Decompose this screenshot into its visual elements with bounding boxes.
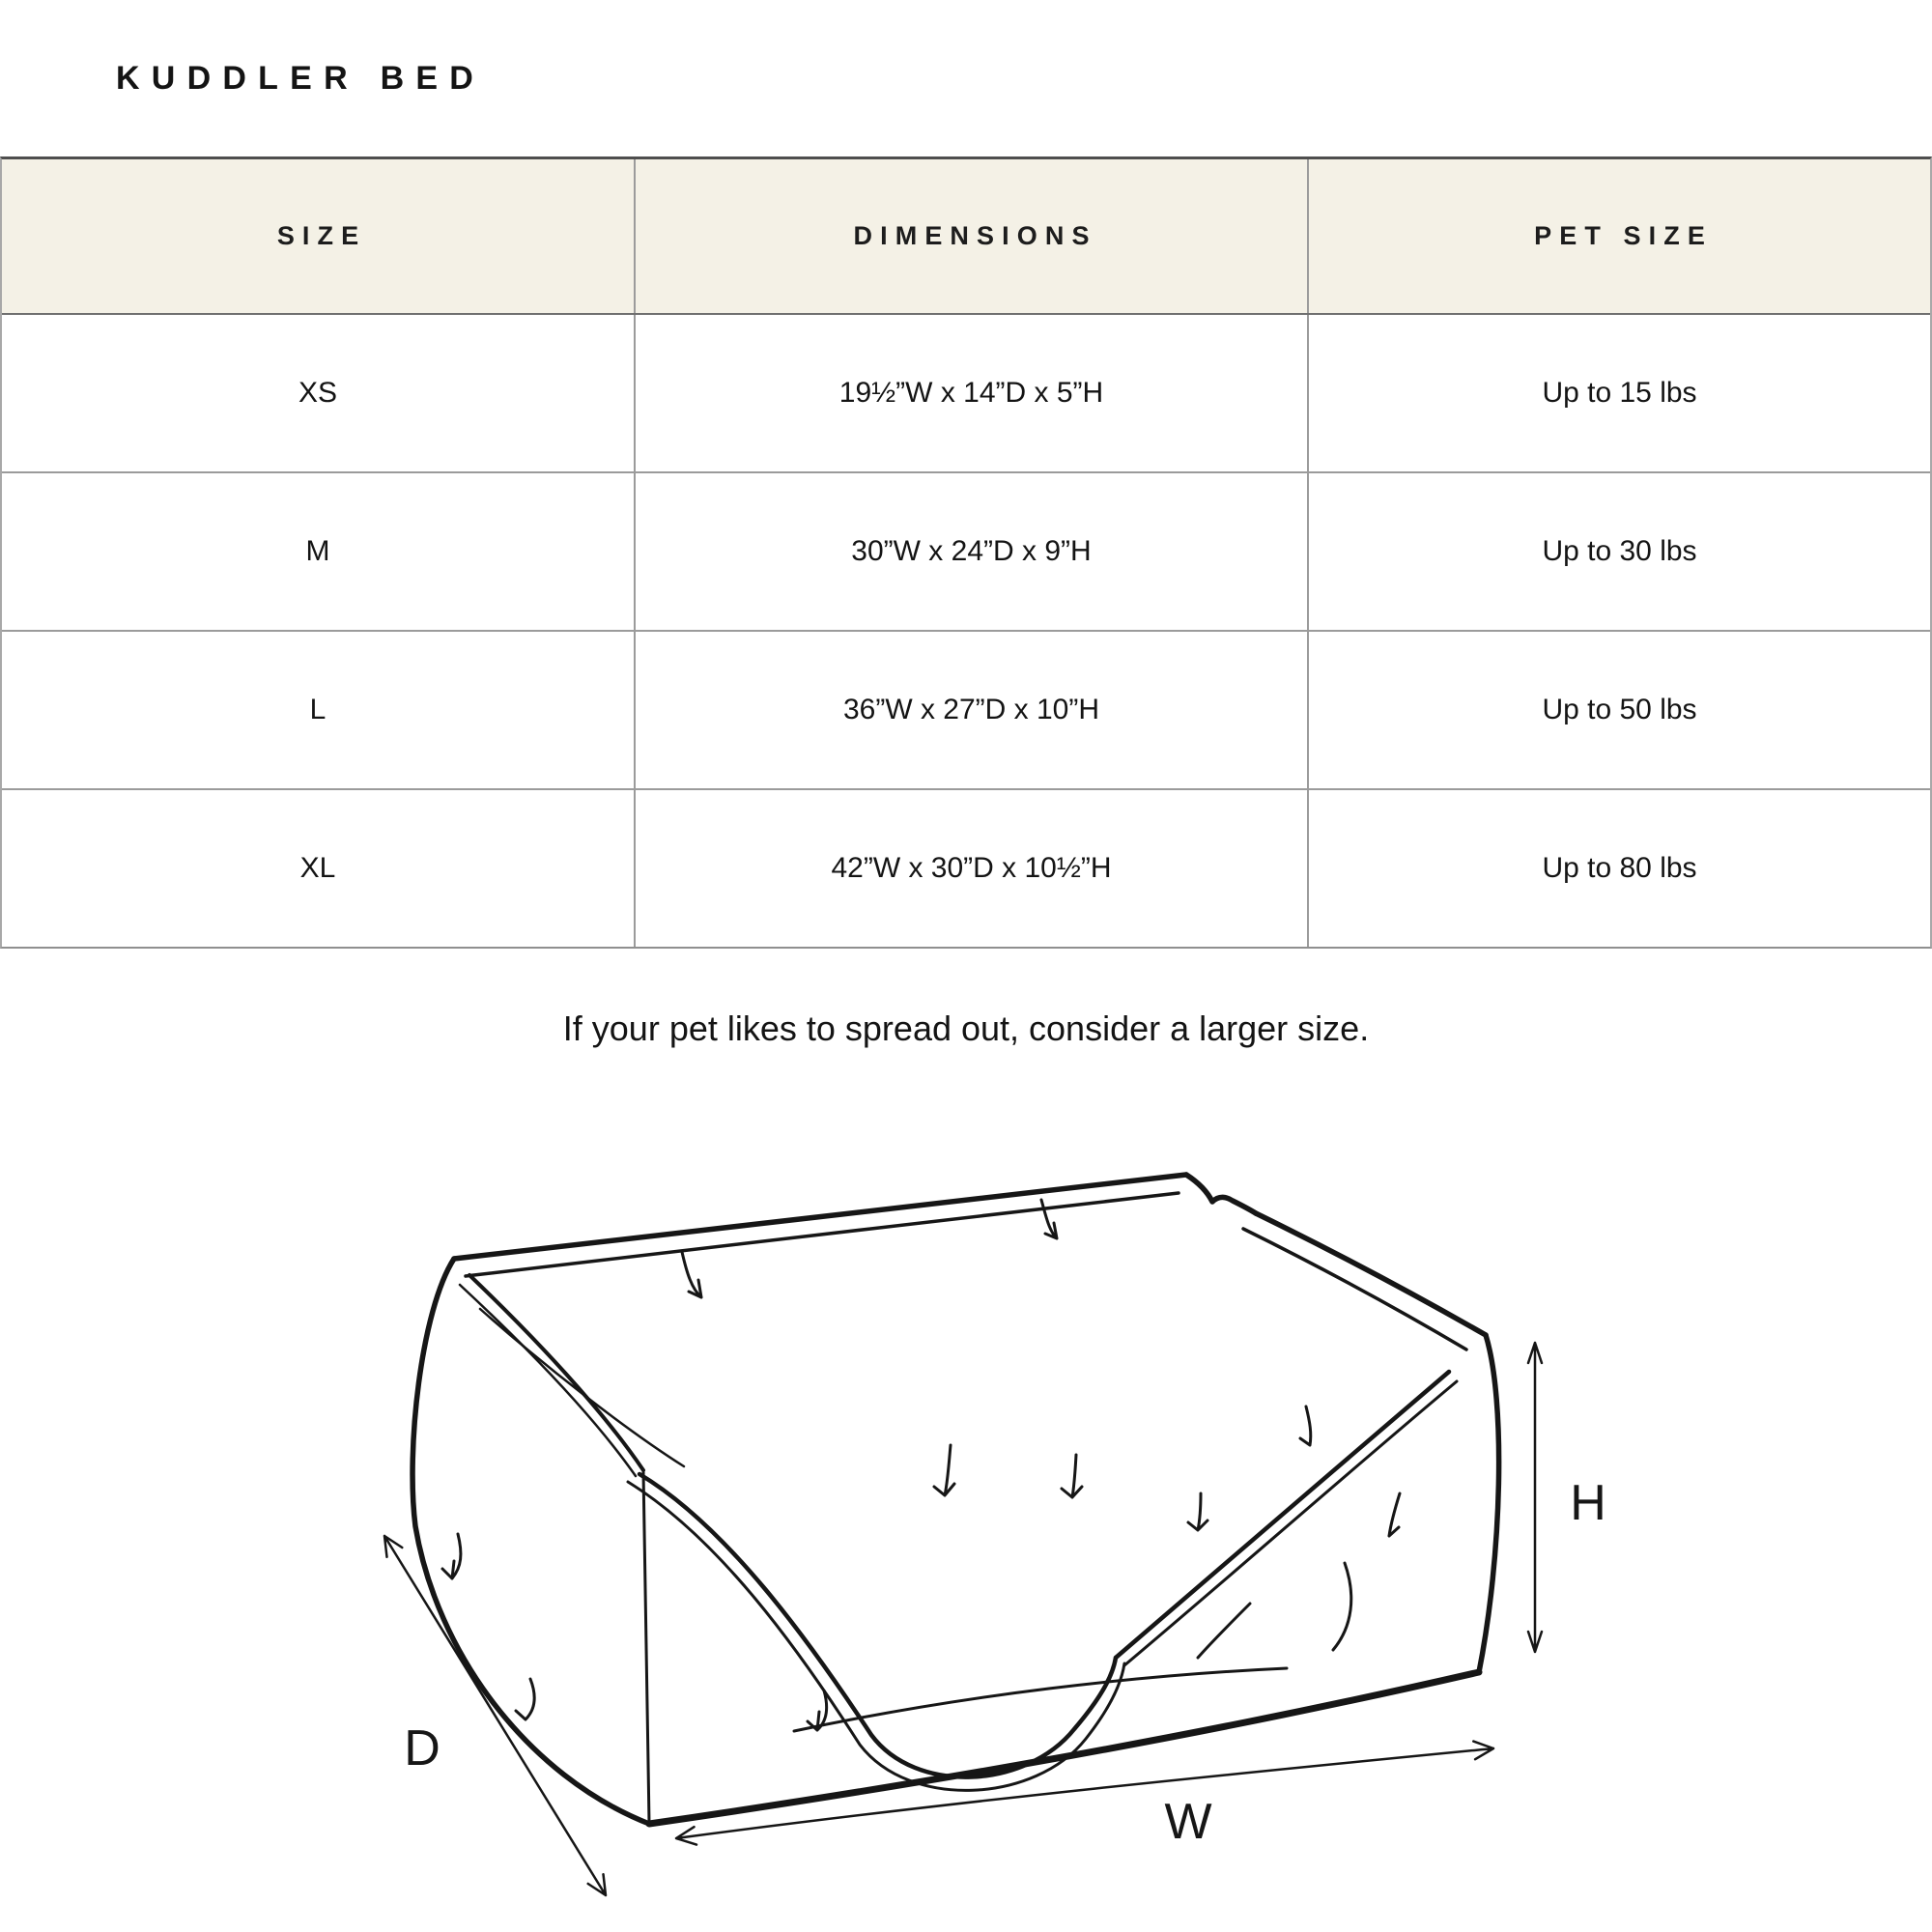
dimensions-value: 42”W x 30”D x 10½”H: [636, 790, 1309, 947]
header-dimensions: DIMENSIONS: [636, 159, 1309, 313]
sketch-marks: [442, 1200, 1400, 1730]
bed-diagram: [0, 1111, 1932, 1932]
dimensions-value: 19½”W x 14”D x 5”H: [636, 315, 1309, 471]
pet-size-value: Up to 15 lbs: [1542, 377, 1697, 409]
depth-arrow: [384, 1536, 606, 1895]
table-row: [2, 790, 1930, 947]
dimensions-value: 30”W x 24”D x 9”H: [636, 473, 1309, 630]
width-arrow: [676, 1742, 1493, 1845]
dimension-arrows: [384, 1343, 1542, 1895]
title-bar: [0, 0, 1932, 156]
dimensions-value: 36”W x 27”D x 10”H: [636, 632, 1309, 788]
size-value: XL: [2, 790, 636, 947]
height-arrow: [1528, 1343, 1542, 1652]
header-size: SIZE: [2, 159, 636, 313]
width-label: W: [1164, 1794, 1212, 1850]
pet-size-value: Up to 50 lbs: [1542, 694, 1697, 725]
table-row: [2, 632, 1930, 790]
size-table: [0, 156, 1932, 949]
bed-sketch-svg: [0, 1111, 1932, 1932]
header-pet-size: PET SIZE: [1534, 221, 1713, 250]
table-row: [2, 473, 1930, 632]
bed-outline: [412, 1175, 1499, 1824]
depth-label: D: [404, 1720, 440, 1776]
table-header-row: [2, 159, 1930, 315]
height-label: H: [1570, 1475, 1606, 1531]
size-value: XS: [2, 315, 636, 471]
table-row: [2, 315, 1930, 473]
size-value: M: [2, 473, 636, 630]
sizing-note: If your pet likes to spread out, consider a larger size.: [562, 1009, 1370, 1048]
pet-size-value: Up to 30 lbs: [1542, 535, 1697, 567]
pet-size-value: Up to 80 lbs: [1542, 852, 1697, 884]
page-title: KUDDLER BED: [116, 59, 486, 97]
size-value: L: [2, 632, 636, 788]
